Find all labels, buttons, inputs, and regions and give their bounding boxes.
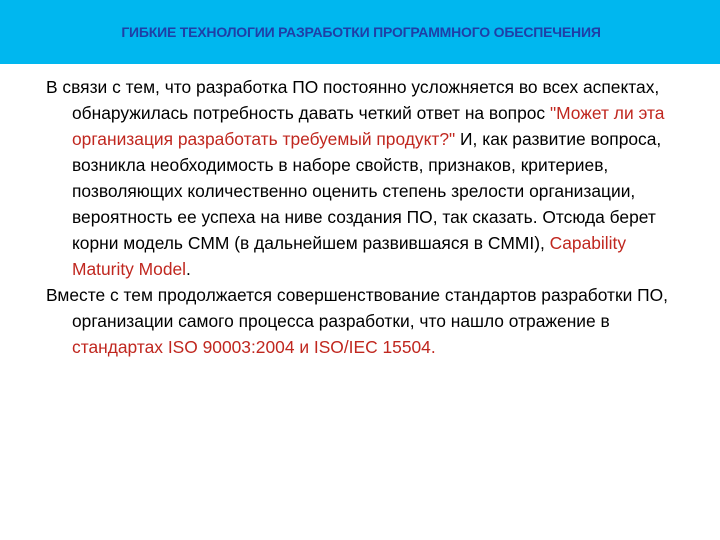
slide-body bbox=[46, 74, 686, 360]
paragraph-1-text-3: . bbox=[186, 259, 191, 279]
slide-title: ГИБКИЕ ТЕХНОЛОГИИ РАЗРАБОТКИ ПРОГРАММНОГО ОБЕСПЕЧЕНИЯ bbox=[121, 24, 601, 40]
title-bar bbox=[0, 0, 720, 64]
paragraph-1-text-1: В связи с тем, что разработка ПО постоянно усложняется во всех аспектах, обнаружилась потребность давать четкий ответ на вопрос bbox=[46, 77, 660, 123]
paragraph-1-accent-question: "Может ли эта организация разработать требуемый продукт?" bbox=[72, 103, 665, 149]
paragraph-2 bbox=[46, 282, 686, 360]
paragraph-2-accent-standards: стандартах ISO 90003:2004 и ISO/IEC 15504. bbox=[72, 337, 436, 357]
paragraph-1-text-2: И, как развитие вопроса, возникла необходимость в наборе свойств, признаков, критериев, позволяющих количественно оценить степень зрелости организации, вероятность ее успеха на ниве создания ПО, так сказать. Отсюда берет корни модель CMM (в дальнейшем развившаяся в CMMI), bbox=[72, 129, 662, 253]
paragraph-2-text-1: Вместе с тем продолжается совершенствование стандартов разработки ПО, организации самого процесса разработки, что нашло отражение в bbox=[46, 285, 668, 331]
paragraph-1 bbox=[46, 74, 686, 282]
paragraph-1-accent-cmm: Capability Maturity Model bbox=[72, 233, 627, 279]
